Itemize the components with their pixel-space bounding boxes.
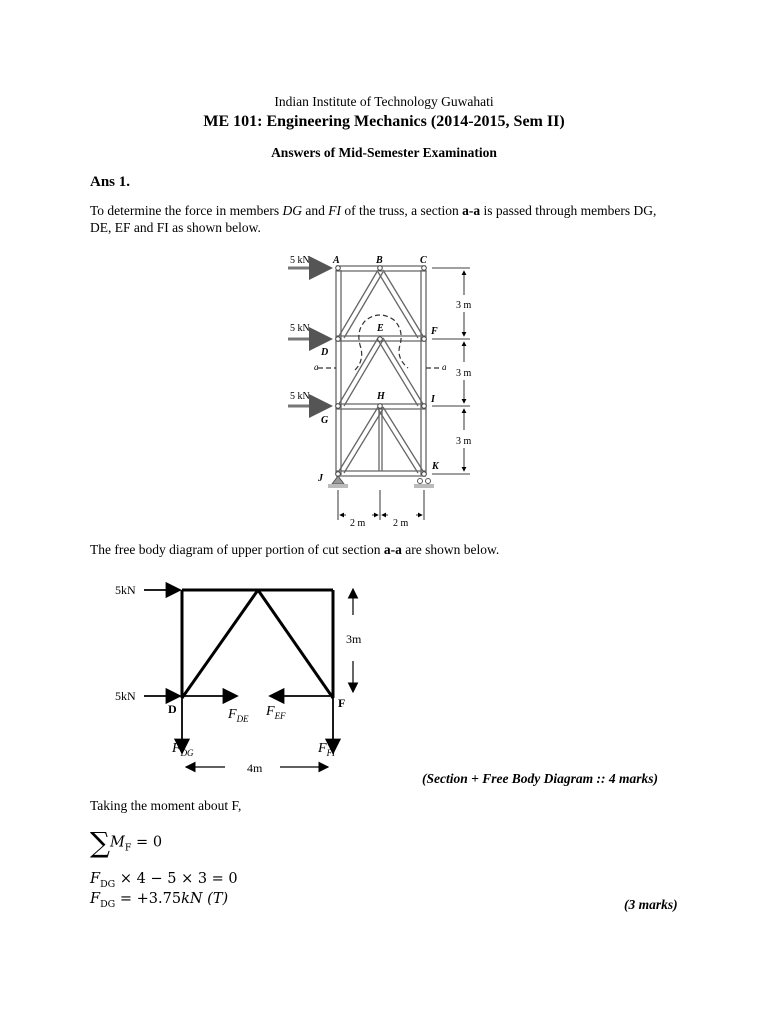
height-label-2: 3 m xyxy=(456,368,472,379)
intro-line-2: DE, EF and FI as shown below. xyxy=(90,220,261,235)
equation-result: $F_{DG} = +3.75kN$ (T) xyxy=(90,891,229,910)
load-label-1: 5 kN xyxy=(290,255,310,266)
truss-supports xyxy=(328,476,434,488)
joint-j: J xyxy=(318,473,323,484)
equation-sum-moments: $\sum M_F = 0$ xyxy=(90,826,163,859)
intro-text-1: To determine the force in members xyxy=(90,203,283,218)
force-ffi: $F_{FI}$ xyxy=(318,741,336,758)
moment-text: Taking the moment about F, xyxy=(90,798,242,813)
institute-name: Indian Institute of Technology Guwahati xyxy=(274,94,494,109)
load-label-3: 5 kN xyxy=(290,391,310,402)
fbd-load-top: 5kN xyxy=(115,583,136,597)
intro-text-2: of the truss, a section xyxy=(340,203,463,218)
member-dg: DG xyxy=(282,203,302,218)
equation-moment-balance: $F_{DG} \times 4 - 5 \times 3 = 0$ xyxy=(90,871,238,890)
truss-members xyxy=(336,266,426,476)
force-fef: $F_{EF}$ xyxy=(266,704,286,721)
joint-b: B xyxy=(376,255,383,266)
joint-e: E xyxy=(377,323,384,334)
fbd-width-label: 4m xyxy=(247,761,263,775)
joint-i: I xyxy=(431,394,435,405)
fbd-caption-2: are shown below. xyxy=(401,542,500,557)
section-mark-left: a xyxy=(314,362,319,372)
joint-d: D xyxy=(321,347,329,358)
height-label-3: 3 m xyxy=(456,436,472,447)
intro-paragraph xyxy=(90,202,690,236)
fbd-force-labels xyxy=(171,704,336,758)
course-title: ME 101: Engineering Mechanics (2014-2015, Sem II) xyxy=(203,113,565,130)
joint-h: H xyxy=(377,391,385,402)
span-label-1: 2 m xyxy=(350,518,366,529)
span-dimensions xyxy=(338,490,424,520)
exam-subtitle: Answers of Mid-Semester Examination xyxy=(271,145,497,160)
fbd-height-label: 3m xyxy=(346,632,362,646)
fbd-caption xyxy=(90,541,690,558)
fbd-caption-1: The free body diagram of upper portion of cut section xyxy=(90,542,384,557)
load-label-2: 5 kN xyxy=(290,323,310,334)
section-aa: a-a xyxy=(462,203,481,218)
fbd-joint-f: F xyxy=(338,696,346,710)
fbd-caption-aa: a-a xyxy=(383,542,402,557)
height-label-1: 3 m xyxy=(456,300,472,311)
joint-g: G xyxy=(321,415,329,426)
fbd-joint-d: D xyxy=(168,702,177,716)
answer-heading: Ans 1. xyxy=(90,174,131,190)
section-mark-right: a xyxy=(442,362,447,372)
member-fi: FI xyxy=(328,203,341,218)
marks-equation: (3 marks) xyxy=(624,897,678,912)
joint-c: C xyxy=(420,255,427,266)
intro-text-3: is passed through members DG, xyxy=(480,203,657,218)
span-label-2: 2 m xyxy=(393,518,409,529)
fbd-members xyxy=(182,590,333,698)
load-arrows xyxy=(288,268,330,406)
force-fdg: $F_{DG}$ xyxy=(172,741,194,758)
joint-k: K xyxy=(432,461,439,472)
truss-joints xyxy=(336,266,427,477)
marks-fbd: (Section + Free Body Diagram :: 4 marks) xyxy=(422,771,659,786)
sum-symbol: ∑ xyxy=(90,826,110,859)
joint-f: F xyxy=(431,326,438,337)
intro-and: and xyxy=(301,203,329,218)
fbd-load-d: 5kN xyxy=(115,689,136,703)
fbd-figure xyxy=(100,575,400,785)
joint-a: A xyxy=(333,255,340,266)
force-fde: $F_{DE}$ xyxy=(228,707,249,724)
truss-figure xyxy=(270,250,490,535)
